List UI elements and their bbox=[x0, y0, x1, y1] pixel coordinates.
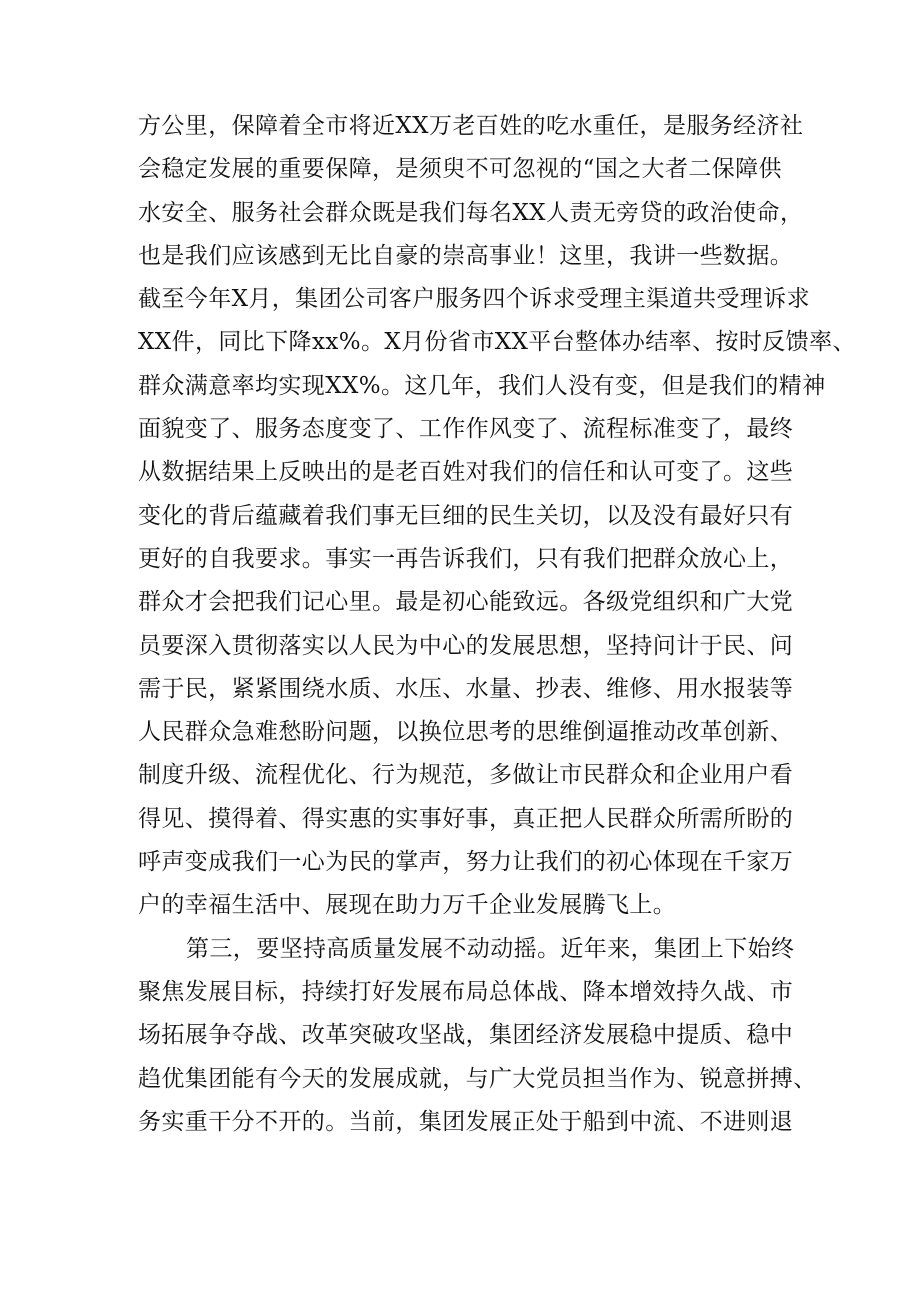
text-line: 户的幸福生活中、展现在助力万千企业发展腾飞上。 bbox=[138, 892, 677, 919]
body-text bbox=[138, 105, 856, 1144]
text-line: 需于民，紧紧围绕水质、水压、水量、抄表、维修、用水报装等 bbox=[138, 675, 794, 702]
text-line: 也是我们应该感到无比自豪的崇高事业！这里，我讲一些数据。 bbox=[138, 242, 794, 269]
text-line: 员要深入贯彻落实以人民为中心的发展思想，坚持问计于民、问 bbox=[138, 632, 794, 659]
text-line: 会稳定发展的重要保障，是须臾不可忽视的“国之大者二保障供 bbox=[138, 156, 782, 183]
text-line: XX件，同比下降xx%。X月份省市XX平台整体办结率、按时反馈率、 bbox=[138, 329, 856, 356]
text-line: 群众才会把我们记心里。最是初心能致远。各级党组织和广大党 bbox=[138, 589, 794, 616]
text-line: 聚焦发展目标，持续打好发展布局总体战、降本增效持久战、市 bbox=[138, 978, 794, 1005]
text-line: 群众满意率均实现XX%。这几年，我们人没有变，但是我们的精神 bbox=[138, 372, 826, 399]
text-line: 更好的自我要求。事实一再告诉我们，只有我们把群众放心上， bbox=[138, 545, 794, 572]
text-line: 从数据结果上反映出的是老百姓对我们的信任和认可变了。这些 bbox=[138, 459, 794, 486]
text-line: 呼声变成我们一心为民的掌声，努力让我们的初心体现在千家万 bbox=[138, 849, 794, 876]
text-line: 水安全、服务社会群众既是我们每名XX人责无旁贷的政治使命， bbox=[138, 199, 804, 226]
paragraph-start-line: 第三，要坚持高质量发展不动动摇。近年来，集团上下始终 bbox=[186, 935, 795, 962]
text-line: 截至今年X月，集团公司客户服务四个诉求受理主渠道共受理诉求 bbox=[138, 286, 810, 313]
text-line: 务实重干分不开的。当前，集团发展正处于船到中流、不进则退 bbox=[138, 1108, 794, 1135]
text-line: 制度升级、流程优化、行为规范，多做让市民群众和企业用户看 bbox=[138, 762, 794, 789]
text-line: 方公里，保障着全市将近XX万老百姓的吃水重任，是服务经济社 bbox=[138, 113, 804, 139]
text-line: 趋优集团能有今天的发展成就，与广大党员担当作为、锐意拼搏、 bbox=[138, 1065, 817, 1092]
text-line: 得见、摸得着、得实惠的实事好事，真正把人民群众所需所盼的 bbox=[138, 805, 794, 832]
text-line: 面貌变了、服务态度变了、工作作风变了、流程标准变了，最终 bbox=[138, 416, 794, 443]
text-line: 场拓展争夺战、改革突破攻坚战，集团经济发展稳中提质、稳中 bbox=[138, 1022, 794, 1049]
text-line: 人民群众急难愁盼问题，以换位思考的思维倒逼推动改革创新、 bbox=[138, 719, 794, 746]
text-line: 变化的背后蕴藏着我们事无巨细的民生关切，以及没有最好只有 bbox=[138, 502, 794, 529]
